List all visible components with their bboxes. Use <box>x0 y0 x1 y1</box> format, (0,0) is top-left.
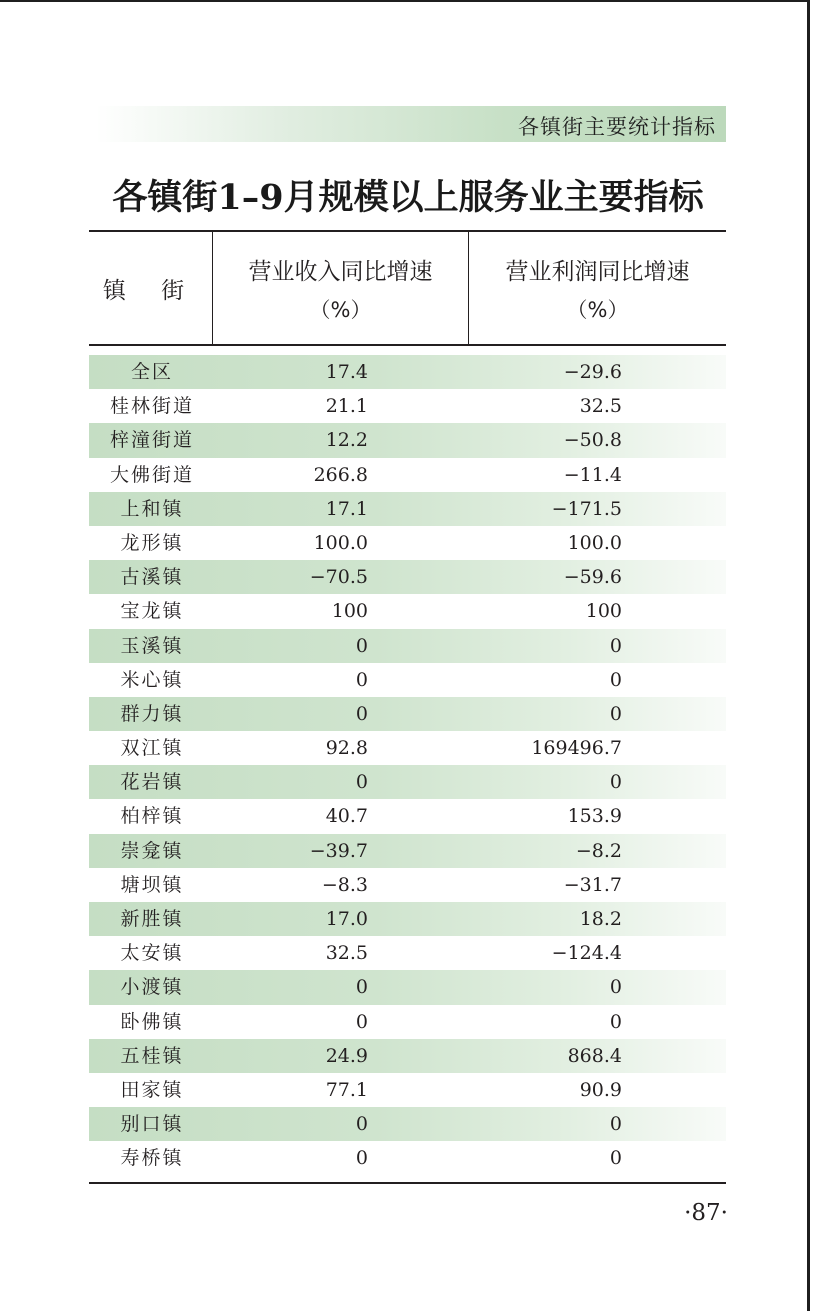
table-row <box>89 970 726 1004</box>
profit-growth-cell: 0 <box>609 976 622 999</box>
table-row <box>89 492 726 526</box>
column-header-unit: （%） <box>566 297 629 322</box>
table-row <box>89 1107 726 1141</box>
table-row <box>89 423 726 457</box>
revenue-growth-cell: 0 <box>355 702 368 725</box>
table-row <box>89 1073 726 1107</box>
town-name-cell: 小渡镇 <box>120 976 184 999</box>
revenue-growth-cell: −8.3 <box>321 873 368 896</box>
column-header-unit: （%） <box>309 297 372 322</box>
page-number: ·87· <box>684 1200 728 1226</box>
town-name-cell: 新胜镇 <box>120 908 184 930</box>
table-row <box>89 936 726 970</box>
column-header-profit-growth <box>469 232 726 344</box>
town-name-cell: 上和镇 <box>120 497 184 520</box>
revenue-growth-cell: 266.8 <box>313 463 368 486</box>
revenue-growth-cell: −39.7 <box>309 839 368 862</box>
page-title: 各镇街1–9月规模以上服务业主要指标 <box>112 177 704 218</box>
revenue-growth-cell: 17.1 <box>325 497 368 520</box>
table-row <box>89 1005 726 1039</box>
town-name-cell: 田家镇 <box>120 1078 184 1101</box>
town-name-cell: 桂林街道 <box>109 395 194 418</box>
profit-growth-cell: 868.4 <box>567 1044 622 1067</box>
profit-growth-cell: 32.5 <box>579 395 622 418</box>
profit-growth-cell: 0 <box>609 1010 622 1033</box>
profit-growth-cell: 169496.7 <box>531 737 622 760</box>
column-header-label: 营业利润同比增速 <box>505 258 690 285</box>
profit-growth-cell: 0 <box>609 634 622 657</box>
table-row <box>89 458 726 492</box>
town-name-cell: 龙形镇 <box>120 531 184 554</box>
table-row <box>89 526 726 560</box>
table-row <box>89 1039 726 1073</box>
table-row <box>89 765 726 799</box>
table-row <box>89 560 726 594</box>
revenue-growth-cell: 24.9 <box>325 1044 368 1067</box>
revenue-growth-cell: −70.5 <box>309 566 368 589</box>
revenue-growth-cell: 21.1 <box>325 395 368 418</box>
profit-growth-cell: −124.4 <box>551 942 622 965</box>
table-row <box>89 629 726 663</box>
revenue-growth-cell: 12.2 <box>325 429 368 452</box>
town-name-cell: 柏梓镇 <box>120 805 184 828</box>
town-name-cell: 卧佛镇 <box>120 1010 184 1033</box>
table-body <box>89 355 726 1176</box>
town-name-cell: 别口镇 <box>120 1113 184 1136</box>
table-row <box>89 731 726 765</box>
revenue-growth-cell: 0 <box>355 976 368 999</box>
profit-growth-cell: 153.9 <box>567 805 622 828</box>
revenue-growth-cell: 100 <box>331 600 368 623</box>
table-row <box>89 868 726 902</box>
profit-growth-cell: 18.2 <box>579 908 622 930</box>
table-bottom-rule <box>89 1182 726 1184</box>
town-name-cell: 宝龙镇 <box>120 600 184 623</box>
town-name-cell: 古溪镇 <box>120 566 184 589</box>
revenue-growth-cell: 17.4 <box>325 361 368 383</box>
section-label: 各镇街主要统计指标 <box>518 115 716 139</box>
town-name-cell: 大佛街道 <box>109 463 194 486</box>
table-row <box>89 389 726 423</box>
town-name-cell: 双江镇 <box>120 737 184 760</box>
profit-growth-cell: −29.6 <box>563 361 622 383</box>
profit-growth-cell: 90.9 <box>579 1078 622 1101</box>
revenue-growth-cell: 0 <box>355 668 368 691</box>
town-name-cell: 花岩镇 <box>120 771 184 794</box>
town-name-cell: 米心镇 <box>120 668 184 691</box>
revenue-growth-cell: 92.8 <box>325 737 368 760</box>
column-header-label: 镇 街 <box>102 277 199 304</box>
table-row <box>89 697 726 731</box>
table-row <box>89 355 726 389</box>
table-row <box>89 902 726 936</box>
column-header-revenue-growth <box>213 232 468 344</box>
town-name-cell: 梓潼街道 <box>109 429 194 452</box>
section-header-band <box>96 106 726 142</box>
revenue-growth-cell: 0 <box>355 771 368 794</box>
profit-growth-cell: 0 <box>609 771 622 794</box>
revenue-growth-cell: 100.0 <box>313 531 368 554</box>
profit-growth-cell: 100.0 <box>567 531 622 554</box>
profit-growth-cell: −50.8 <box>563 429 622 452</box>
profit-growth-cell: 0 <box>609 702 622 725</box>
town-name-cell: 太安镇 <box>120 942 184 965</box>
town-name-cell: 全区 <box>130 361 173 383</box>
revenue-growth-cell: 0 <box>355 1113 368 1136</box>
revenue-growth-cell: 77.1 <box>325 1078 368 1101</box>
table-row <box>89 663 726 697</box>
table-row <box>89 834 726 868</box>
column-header-label: 营业收入同比增速 <box>248 258 433 285</box>
column-header-town <box>89 232 212 344</box>
profit-growth-cell: 0 <box>609 668 622 691</box>
profit-growth-cell: −171.5 <box>551 497 622 520</box>
table-row <box>89 594 726 628</box>
profit-growth-cell: −31.7 <box>563 873 622 896</box>
profit-growth-cell: 0 <box>609 1113 622 1136</box>
revenue-growth-cell: 17.0 <box>325 908 368 930</box>
town-name-cell: 崇龛镇 <box>120 839 184 862</box>
revenue-growth-cell: 0 <box>355 634 368 657</box>
table-row <box>89 799 726 833</box>
revenue-growth-cell: 0 <box>355 1147 368 1170</box>
profit-growth-cell: 0 <box>609 1147 622 1170</box>
profit-growth-cell: 100 <box>585 600 622 623</box>
town-name-cell: 寿桥镇 <box>120 1147 184 1170</box>
profit-growth-cell: −11.4 <box>563 463 622 486</box>
table-row <box>89 1141 726 1175</box>
profit-growth-cell: −8.2 <box>575 839 622 862</box>
revenue-growth-cell: 40.7 <box>325 805 368 828</box>
town-name-cell: 玉溪镇 <box>120 634 184 657</box>
town-name-cell: 群力镇 <box>120 702 184 725</box>
town-name-cell: 塘坝镇 <box>120 873 184 896</box>
revenue-growth-cell: 0 <box>355 1010 368 1033</box>
table-header-rule <box>89 344 726 346</box>
revenue-growth-cell: 32.5 <box>325 942 368 965</box>
profit-growth-cell: −59.6 <box>563 566 622 589</box>
town-name-cell: 五桂镇 <box>120 1044 184 1067</box>
